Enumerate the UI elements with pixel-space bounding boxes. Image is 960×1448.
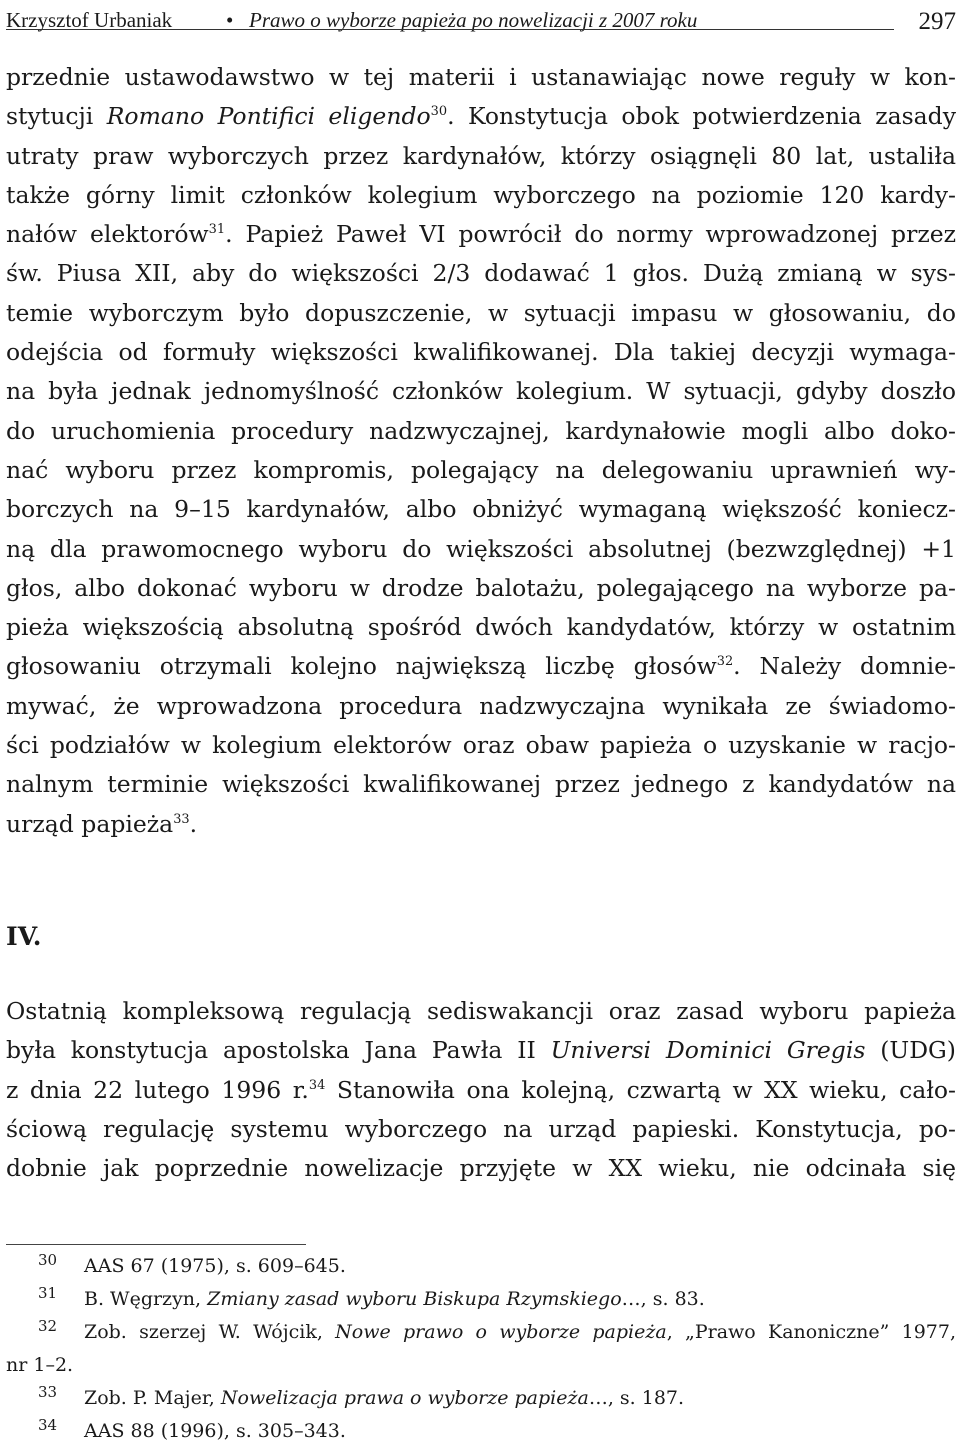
header-author: Krzysztof Urbaniak: [6, 8, 173, 32]
footnote-number: 31: [38, 1284, 58, 1302]
line-text: urząd papieża: [6, 809, 174, 838]
footnote-text-part: , „Prawo Kanoniczne” 1977,: [666, 1321, 956, 1343]
footnote: [6, 1316, 956, 1349]
text-line: [6, 254, 956, 293]
footnote-text-part: B. Węgrzyn,: [84, 1288, 208, 1310]
footnote-text-part: nr 1–2.: [6, 1354, 74, 1376]
line-text: . Należy domnie-: [733, 652, 956, 681]
line-text: dobnie jak poprzednie nowelizacje przyjęte w XX wieku, nie odcinała się: [6, 1154, 956, 1183]
footnote: [6, 1250, 956, 1283]
footnote-ref: 32: [716, 654, 734, 670]
footnote-text: [84, 1283, 705, 1316]
italic-title: Romano Pontifici eligendo: [106, 102, 431, 131]
footnote-number: 30: [38, 1251, 58, 1269]
text-line: [6, 805, 956, 844]
line-text: nałów elektorów: [6, 220, 209, 249]
line-text: nalnym terminie większości kwalifikowanej przez jednego z kandydatów na: [6, 770, 956, 799]
text-line: [6, 687, 956, 726]
text-line: [6, 58, 956, 97]
footnote-number: 34: [38, 1416, 58, 1434]
line-text: ną dla prawomocnego wyboru do większości absolutnej (bezwzględnej) +1: [6, 534, 956, 563]
line-text: Ostatnią kompleksową regulacją sediswakancji oraz zasad wyboru papieża: [6, 997, 956, 1025]
text-line: [6, 1071, 956, 1110]
line-text: .: [189, 809, 198, 838]
footnote-italic-title: Nowelizacja prawa o wyborze papieża: [220, 1387, 589, 1409]
line-text: utraty praw wyborczych przez kardynałów, którzy osiągnęli 80 lat, ustaliła: [6, 141, 956, 170]
footnote-italic-title: Zmiany zasad wyboru Biskupa Rzymskiego: [207, 1288, 622, 1310]
text-line: [6, 992, 956, 1031]
header-bullet: •: [226, 8, 234, 32]
text-line: [6, 412, 956, 451]
line-text: nać wyboru przez kompromis, polegający na delegowaniu uprawnień wy-: [6, 455, 956, 484]
footnote-text: [84, 1250, 346, 1283]
line-text: (UDG): [865, 1036, 956, 1065]
line-text: na była jednak jednomyślność członków kolegium. W sytuacji, gdyby doszło: [6, 377, 956, 406]
line-text: także górny limit członków kolegium wyborczego na poziomie 120 kardy-: [6, 180, 956, 209]
text-line: [6, 1149, 956, 1188]
line-text: św. Piusa XII, aby do większości 2/3 dodawać 1 głos. Dużą zmianą w sys-: [6, 259, 956, 288]
footnote-italic-title: Nowe prawo o wyborze papieża: [335, 1321, 667, 1343]
header-title: Prawo o wyborze papieża po nowelizacji z 2007 roku: [249, 8, 698, 32]
text-line: [6, 647, 956, 686]
footnote-text-part: Zob. szerzej W. Wójcik,: [84, 1321, 336, 1343]
text-line: [6, 1110, 956, 1149]
footnote-ref: 33: [173, 811, 190, 827]
footnote-ref: 31: [208, 222, 226, 238]
footnote: [6, 1349, 956, 1382]
line-text: z dnia 22 lutego 1996 r.: [6, 1075, 309, 1104]
text-line: [6, 1031, 956, 1070]
footnote-number: 32: [38, 1317, 58, 1335]
footnote-text-part: Zob. P. Majer,: [84, 1387, 221, 1409]
text-line: [6, 333, 956, 372]
line-text: odejścia od formuły większości kwalifikowanej. Dla takiej decyzji wymaga-: [6, 338, 956, 367]
line-text: temie wyborczym było dopuszczenie, w sytuacji impasu w głosowaniu, do: [6, 298, 956, 327]
line-text: Stanowiła ona kolejną, czwartą w XX wieku, cało-: [325, 1075, 956, 1104]
footnote-text-part: …, s. 187.: [588, 1387, 685, 1409]
text-line: [6, 372, 956, 411]
footnote-ref: 34: [308, 1077, 326, 1093]
line-text: borczych na 9–15 kardynałów, albo obniżyć wymaganą większość koniecz-: [6, 495, 956, 524]
text-line: [6, 451, 956, 490]
footnote-text: [84, 1316, 956, 1349]
text-line: [6, 176, 956, 215]
line-text: do uruchomienia procedury nadzwyczajnej, kardynałowie mogli albo doko-: [6, 416, 956, 445]
text-line: [6, 137, 956, 176]
footnote-number: 33: [38, 1383, 58, 1401]
paragraph-2: [6, 992, 956, 1188]
line-text: przednie ustawodawstwo w tej materii i ustanawiając nowe reguły w kon-: [6, 63, 956, 91]
line-text: ściową regulację systemu wyborczego na urząd papieski. Konstytucja, po-: [6, 1114, 956, 1143]
line-text: . Konstytucja obok potwierdzenia zasady: [447, 102, 956, 131]
footnotes: [6, 1250, 956, 1448]
text-line: [6, 569, 956, 608]
text-line: [6, 765, 956, 804]
header-rule: [6, 29, 894, 30]
footnote-text-part: AAS 67 (1975), s. 609–645.: [84, 1255, 346, 1277]
footnote: [6, 1382, 956, 1415]
text-line: [6, 294, 956, 333]
footnote-text: [84, 1415, 346, 1448]
footnote-text-part: AAS 88 (1996), s. 305–343.: [84, 1420, 346, 1442]
footnote: [6, 1415, 956, 1448]
line-text: głos, albo dokonać wyboru w drodze balotażu, polegającego na wyborze pa-: [6, 573, 956, 602]
line-text: . Papież Paweł VI powrócił do normy wprowadzonej przez: [225, 220, 956, 249]
paragraph-1: [6, 58, 956, 844]
text-line: [6, 490, 956, 529]
italic-title: Universi Dominici Gregis: [550, 1036, 866, 1065]
text-line: [6, 530, 956, 569]
footnote-text: [84, 1382, 684, 1415]
running-header: [6, 0, 956, 40]
section-heading: IV.: [6, 922, 42, 951]
text-line: [6, 215, 956, 254]
line-text: stytucji: [6, 102, 107, 131]
page-number: 297: [918, 8, 956, 35]
line-text: głosowaniu otrzymali kolejno największą liczbę głosów: [6, 652, 717, 681]
footnote-text-part: …, s. 83.: [621, 1288, 705, 1310]
footnote: [6, 1283, 956, 1316]
line-text: ści podziałów w kolegium elektorów oraz obaw papieża o uzyskanie w racjo-: [6, 731, 956, 760]
line-text: mywać, że wprowadzona procedura nadzwyczajna wynikała ze świadomo-: [6, 691, 956, 720]
line-text: pieża większością absolutną spośród dwóch kandydatów, którzy w ostatnim: [6, 613, 956, 642]
text-line: [6, 608, 956, 647]
footnote-ref: 30: [430, 104, 448, 120]
line-text: była konstytucja apostolska Jana Pawła II: [6, 1036, 551, 1065]
text-line: [6, 726, 956, 765]
text-line: [6, 97, 956, 136]
